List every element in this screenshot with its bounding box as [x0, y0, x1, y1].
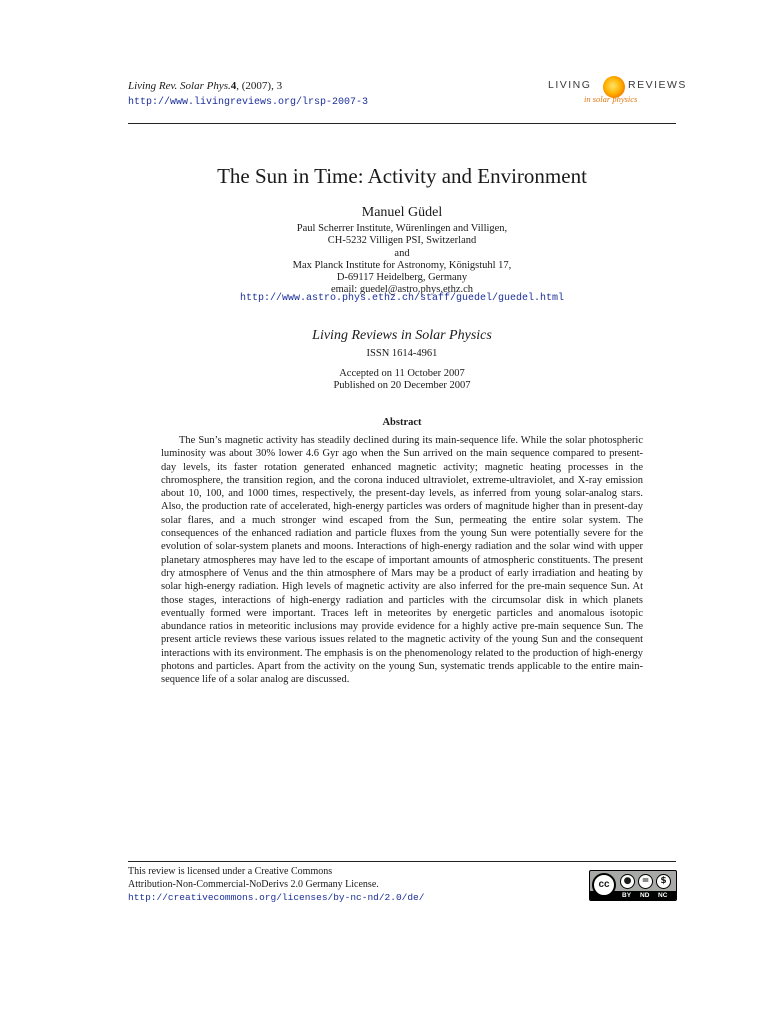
license-url-link[interactable]: http://creativecommons.org/licenses/by-nc-nd/2.0/de/	[128, 891, 425, 903]
publication-dates	[128, 368, 676, 393]
footer-rule	[128, 861, 676, 862]
affiliation-line: Max Planck Institute for Astronomy, Königstuhl 17,	[292, 259, 512, 271]
badge-nd-label: ND	[640, 892, 650, 899]
article-url-link[interactable]: http://www.livingreviews.org/lrsp-2007-3	[128, 97, 369, 108]
abstract-text: The Sun’s magnetic activity has steadily declined during its main-sequence life. While the solar photospheric luminosity was about 30% lower 4.6 Gyr ago when the Sun arrived on the main sequence compared to present-day levels, its faster rotation generated enhanced magnetic activity; magnetic heating processes in the chromosphere, the transition region, and the corona induced ultraviolet, extreme-ultraviolet, and X-ray emission about 10, 100, and 1000 times, respectively, the present-day levels, as inferred from young solar-analog stars. Also, the production rate of accelerated, high-energy particles was orders of magnitude higher than in present-day solar flares, and a much stronger wind escaped from the Sun, permeating the entire solar system. The consequences of the enhanced radiation and particle fluxes from the young Sun were potentially severe for the evolution of solar-system planets and moons. Interactions of high-energy radiation and the solar wind with upper planetary atmospheres may have led to the escape of important amounts of atmospheric constituents. The present dry atmosphere of Venus and the thin atmosphere of Mars may be a product of early irradiation and heating by solar high-energy radiation. High levels of magnetic activity are also inferred for the pre-main sequence Sun. At those stages, interactions of high-energy radiation and particles with the circumsolar disk in which planets eventually formed were important. Traces left in meteorites by energetic particles and anomalous isotopic abundance ratios in meteoritic inclusions may provide evidence for a highly active pre-main sequence Sun. The present article reviews these various issues related to the magnetic activity of the young Sun and the consequent interactions with its environment. The emphasis is on the phenomenology related to the production of high-energy photons and particles. Apart from the activity on the young Sun, systematic trends applicable to the entire main-sequence life of a solar analog are discussed.	[161, 435, 643, 686]
badge-nc-label: NC	[658, 892, 668, 899]
affiliation-line: CH-5232 Villigen PSI, Switzerland	[327, 235, 477, 247]
logo-subtitle: in solar physics	[584, 94, 638, 104]
attribution-icon: ●	[620, 874, 635, 889]
affiliation-line: D-69117 Heidelberg, Germany	[336, 272, 468, 284]
license-notice	[128, 866, 424, 904]
journal-name: Living Reviews in Solar Physics	[312, 328, 492, 343]
creative-commons-badge[interactable]	[589, 870, 677, 901]
journal-citation	[128, 79, 368, 110]
published-date: Published on 20 December 2007	[333, 380, 471, 392]
paper-title: The Sun in Time: Activity and Environment	[217, 164, 587, 188]
affiliation-line: and	[394, 247, 410, 259]
author-homepage	[128, 292, 676, 304]
affiliation-line: Paul Scherrer Institute, Würenlingen and Villigen,	[296, 223, 508, 234]
author-name: Manuel Güdel	[361, 205, 443, 220]
logo-word-right: REVIEWS	[628, 79, 687, 91]
accepted-date: Accepted on 11 October 2007	[339, 368, 465, 379]
header-rule	[128, 123, 676, 124]
author-affiliation	[128, 223, 676, 297]
citation-volume: 4	[230, 80, 237, 92]
non-commercial-icon: $	[656, 874, 671, 889]
cc-icon: cc	[592, 873, 616, 897]
badge-by-label: BY	[622, 892, 632, 899]
author-homepage-link[interactable]: http://www.astro.phys.ethz.ch/staff/guedel/guedel.html	[239, 293, 565, 304]
logo-word-left: LIVING	[548, 79, 592, 91]
abstract-heading: Abstract	[382, 417, 422, 428]
license-line: Attribution-Non-Commercial-NoDerivs 2.0 Germany License.	[128, 878, 379, 890]
citation-journal: Living Rev. Solar Phys.	[128, 80, 231, 92]
no-derivatives-icon: =	[638, 874, 653, 889]
living-reviews-logo	[548, 76, 687, 106]
author-email: email: guedel@astro.phys.ethz.ch	[330, 284, 474, 296]
issn: ISSN 1614-4961	[366, 348, 438, 359]
license-line: This review is licensed under a Creative Commons	[128, 866, 333, 877]
citation-rest: , (2007), 3	[236, 80, 283, 92]
